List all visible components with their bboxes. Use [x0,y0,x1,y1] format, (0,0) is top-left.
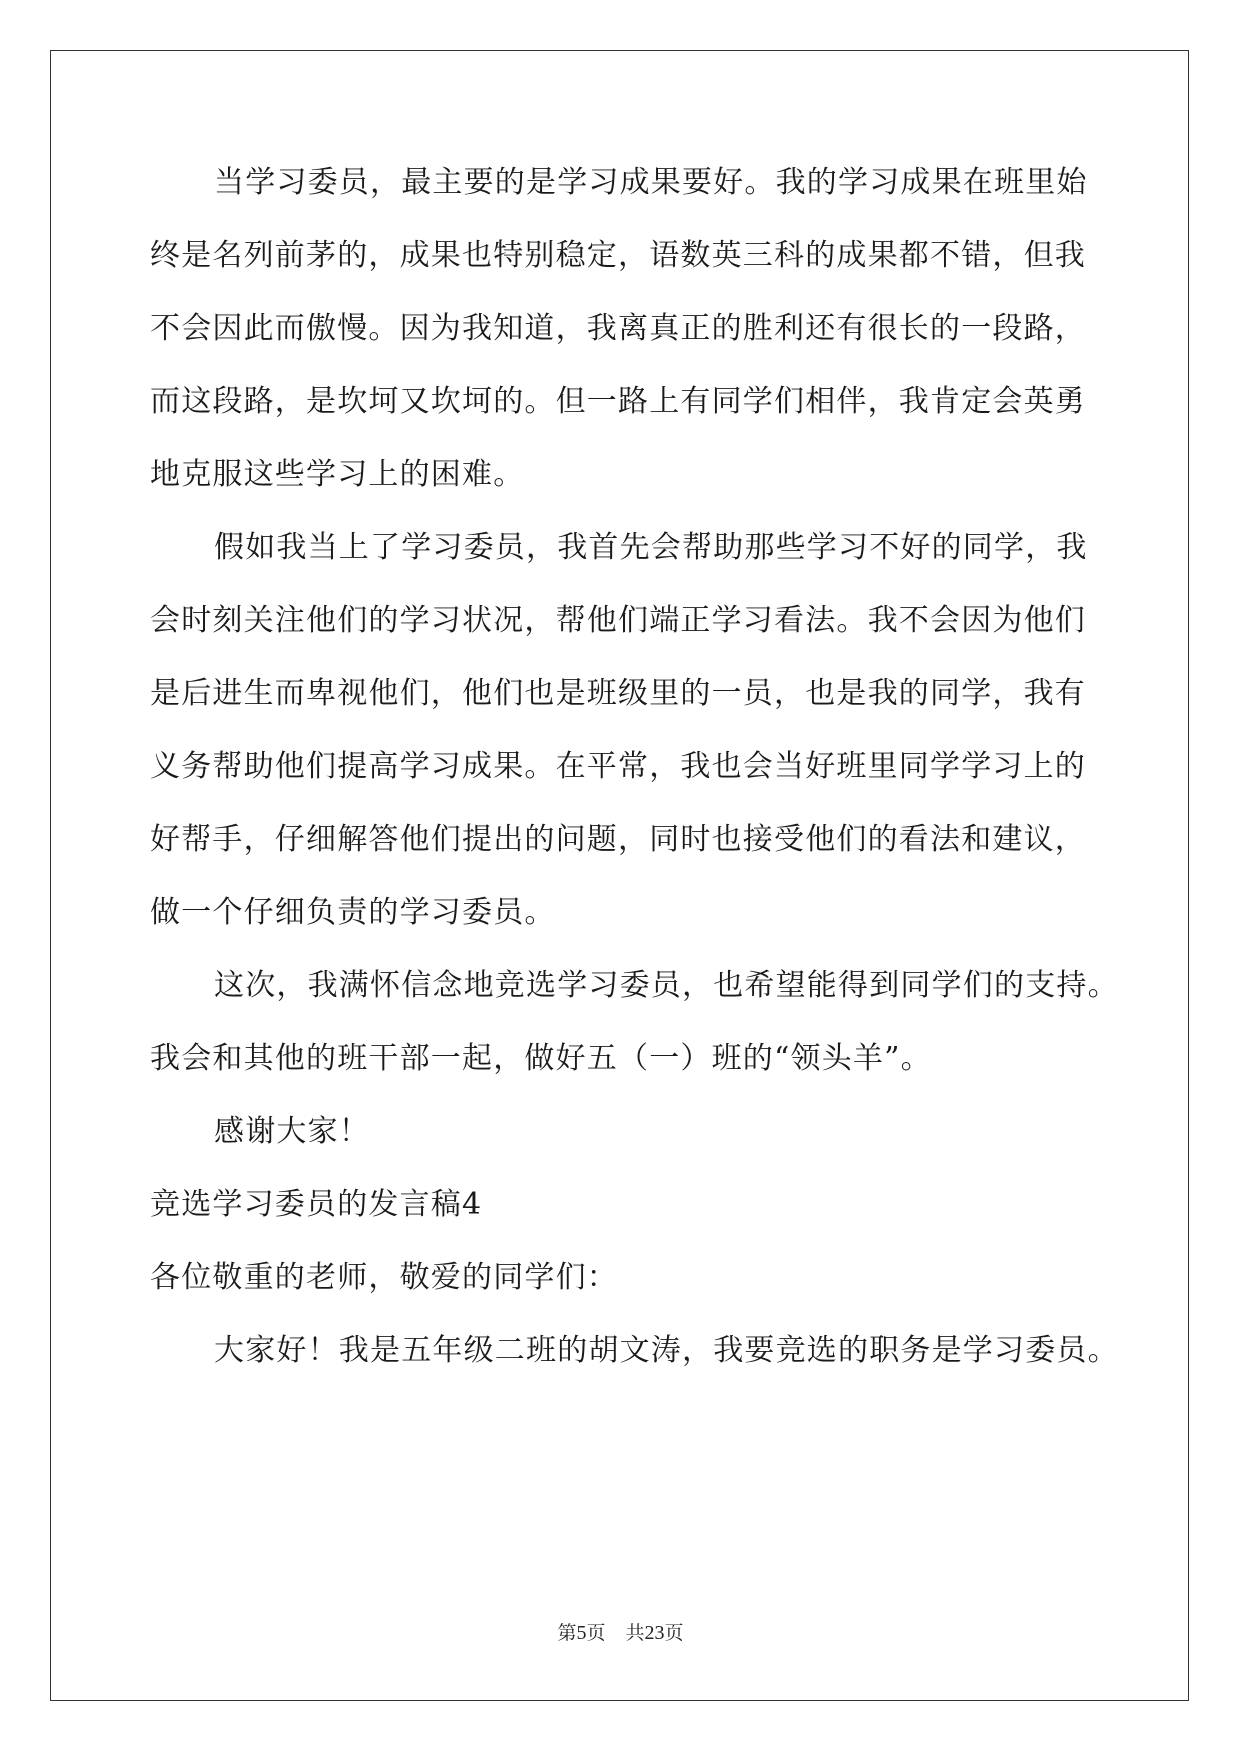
paragraph-line: 做一个仔细负责的学习委员。 [150,895,556,930]
paragraph-line: 好帮手，仔细解答他们提出的问题，同时也接受他们的看法和建议， [150,822,1086,857]
section-heading: 竞选学习委员的发言稿4 [150,1187,483,1222]
paragraph-line: 而这段路，是坎坷又坎坷的。但一路上有同学们相伴，我肯定会英勇 [150,384,1086,419]
paragraph-line: 当学习委员，最主要的是学习成果要好。我的学习成果在班里始 [214,165,1088,200]
footer-total-prefix: 共 [625,1622,645,1644]
paragraph-line: 是后进生而卑视他们，他们也是班级里的一员，也是我的同学，我有 [150,676,1086,711]
page-number-footer [0,1618,1241,1645]
paragraph-line: 大家好！我是五年级二班的胡文涛，我要竞选的职务是学习委员。 [214,1333,1119,1368]
paragraph-line: 不会因此而傲慢。因为我知道，我离真正的胜利还有很长的一段路， [150,311,1086,346]
current-page-number: 5 [576,1622,587,1644]
footer-total-unit: 页 [664,1622,684,1644]
page-border [50,50,1189,1701]
paragraph-line: 我会和其他的班干部一起，做好五（一）班的“领头羊”。 [150,1041,932,1076]
paragraph-line: 地克服这些学习上的困难。 [150,457,525,492]
total-page-count: 23 [644,1622,665,1644]
paragraph-line: 终是名列前茅的，成果也特别稳定，语数英三科的成果都不错，但我 [150,238,1086,273]
footer-prefix: 第 [557,1622,577,1644]
paragraph-line: 会时刻关注他们的学习状况，帮他们端正学习看法。我不会因为他们 [150,603,1086,638]
paragraph-line: 这次，我满怀信念地竞选学习委员，也希望能得到同学们的支持。 [214,968,1119,1003]
paragraph-line: 假如我当上了学习委员，我首先会帮助那些学习不好的同学，我 [214,530,1088,565]
footer-page-unit: 页 [586,1622,606,1644]
closing-line: 感谢大家！ [214,1114,370,1149]
paragraph-line: 义务帮助他们提高学习成果。在平常，我也会当好班里同学学习上的 [150,749,1086,784]
salutation: 各位敬重的老师，敬爱的同学们： [150,1260,618,1295]
